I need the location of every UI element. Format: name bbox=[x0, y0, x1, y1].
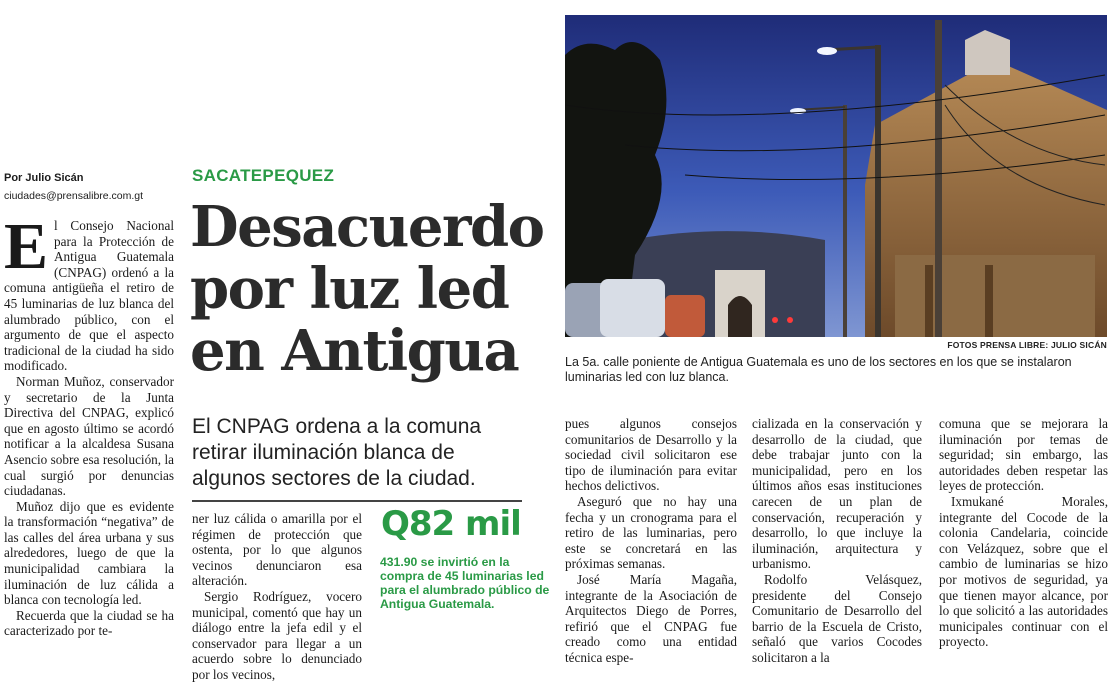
byline-author: Por Julio Sicán bbox=[4, 172, 84, 184]
article-paragraph: El Consejo Nacional para la Protección de Antigua Guatemala (CNPAG) ordenó a la comuna antigüeña el retiro de 45 luminarias de luz blanca del alumbrado público, con el argumento de que el aspecto tradicional de la ciudad ha sido modificado. bbox=[4, 210, 174, 374]
headline-line: en Antigua bbox=[190, 318, 519, 384]
article-column-1 bbox=[4, 210, 174, 639]
article-paragraph: Sergio Rodríguez, vocero municipal, comentó que hay un diálogo entre la jefa edil y el conservador para llegar a un acuerdo sobre lo denunciado por los vecinos, bbox=[192, 588, 362, 682]
article-column-3 bbox=[565, 416, 737, 666]
photo-credit: FOTOS PRENSA LIBRE: JULIO SICÁN bbox=[947, 340, 1107, 350]
section-label: SACATEPEQUEZ bbox=[192, 166, 335, 185]
article-paragraph: pues algunos consejos comunitarios de Desarrollo y la sociedad civil solicitaron ese tipo de iluminación para evitar hechos delictivos. bbox=[565, 416, 737, 494]
article-paragraph: José María Magaña, integrante de la Asociación de Arquitectos Diego de Porres, refirió que el CNPAG fue creado como una entidad técnica espe- bbox=[565, 571, 737, 665]
article-paragraph: Aseguró que no hay una fecha y un cronograma para el retiro de las luminarias, pero este se concretará en las próximas semanas. bbox=[565, 493, 737, 572]
article-paragraph: Muñoz dijo que es evidente la transformación “negativa” de las calles del área urbana y sus alrededores, luego de que la municipalidad cambiara la iluminación de luz cálida a blanca con tecnología led. bbox=[4, 498, 174, 608]
article-column-5 bbox=[939, 416, 1108, 650]
article-paragraph: Ixmukané Morales, integrante del Cocode de la colonia Candelaria, coincide con Velázquez, sobre que el cambio de luminarias se hizo por motivos de seguridad, ya que tienen mayor alcance, por lo que solicitó a las autoridades municipales continuar con el proyecto. bbox=[939, 493, 1108, 650]
stat-value: Q82 mil bbox=[381, 504, 521, 544]
headline-line: por luz led bbox=[190, 256, 509, 322]
drop-cap: E bbox=[4, 210, 49, 283]
photo-caption: La 5a. calle poniente de Antigua Guatemala es uno de los sectores en los que se instalaron luminarias led con luz blanca. bbox=[565, 355, 1072, 384]
article-paragraph: ner luz cálida o amarilla por el régimen de protección que ostenta, por lo que algunos vecinos denunciaron esa alteración. bbox=[192, 511, 362, 589]
street-photo bbox=[565, 15, 1107, 337]
article-paragraph: Rodolfo Velásquez, presidente del Consejo Comunitario de Desarrollo del barrio de la Escuela de Cristo, señaló que varios Cocodes solicitaron a la bbox=[752, 571, 922, 665]
byline-email[interactable]: ciudades@prensalibre.com.gt bbox=[4, 190, 144, 202]
article-paragraph: Norman Muñoz, conservador y secretario de la Junta Directiva del CNPAG, explicó que en agosto último se acordó notificar a la alcaldesa Susana Asencio sobre esa resolución, la cual surgió por denuncias ciudadanas. bbox=[4, 373, 174, 499]
article-paragraph: Recuerda que la ciudad se ha caracterizado por te- bbox=[4, 607, 174, 639]
article-paragraph: comuna que se mejorara la iluminación por temas de seguridad; sin embargo, las autoridades deben respetar las leyes de protección. bbox=[939, 416, 1108, 494]
headline-line: Desacuerdo bbox=[190, 194, 544, 260]
article-column-4 bbox=[752, 416, 922, 666]
stat-caption: 431.90 se invirtió en la compra de 45 luminarias led para el alumbrado público de Antigua Guatemala. bbox=[380, 555, 550, 611]
headline bbox=[190, 194, 544, 384]
article-paragraph: cializada en la conservación y desarrollo de la ciudad, que debe trabajar junto con la municipalidad, pero en los últimos años esas instituciones carecen de un plan de conservación, recuperación y desarrollo, lo que incluye la iluminación, arquitectura y urbanismo. bbox=[752, 416, 922, 572]
street-photo-image bbox=[565, 15, 1107, 337]
deck-subheadline: El CNPAG ordena a la comuna retirar iluminación blanca de algunos sectores de la ciudad. bbox=[192, 414, 522, 502]
article-column-2 bbox=[192, 511, 362, 683]
byline bbox=[4, 172, 154, 202]
